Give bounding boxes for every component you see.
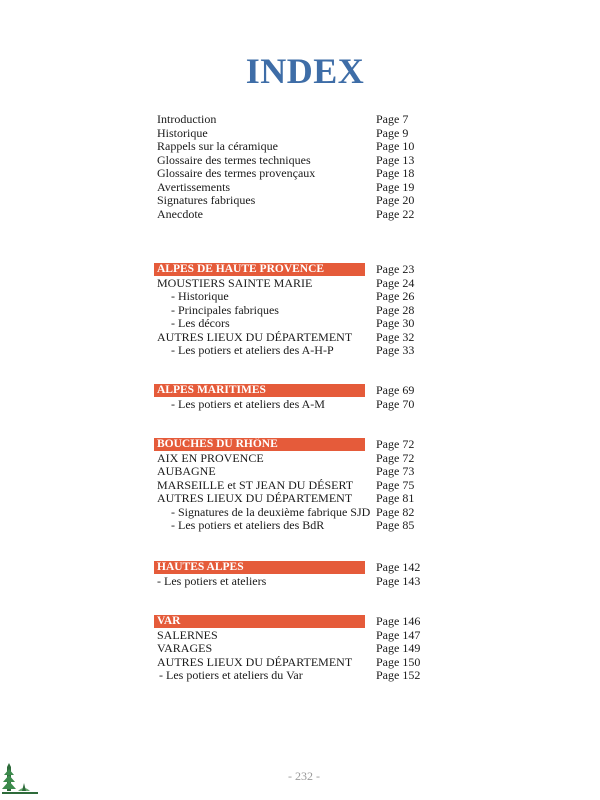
entry-page: Page 7	[376, 112, 409, 126]
entry-label: - Les potiers et ateliers du Var	[159, 668, 303, 682]
entry-page: Page 30	[376, 316, 415, 330]
index-entry	[157, 331, 427, 345]
entry-page: Page 81	[376, 491, 415, 505]
entry-page: Page 20	[376, 193, 415, 207]
section-heading	[157, 438, 427, 452]
entry-label: - Les potiers et ateliers des BdR	[171, 518, 325, 532]
index-entry	[157, 127, 427, 141]
entry-page: Page 9	[376, 125, 409, 140]
entry-label: AIX EN PROVENCE	[157, 450, 264, 465]
entry-label: VARAGES	[157, 641, 213, 655]
index-entry	[157, 506, 427, 520]
index-entry	[157, 479, 427, 493]
entry-page: Page 13	[376, 152, 415, 167]
entry-label: - Signatures de la deuxième fabrique SJD	[171, 504, 371, 519]
entry-page: Page 152	[376, 668, 421, 682]
entry-label: MARSEILLE et ST JEAN DU DÉSERT	[157, 477, 354, 492]
entry-label: Avertissements	[157, 179, 231, 194]
entry-page: Page 18	[376, 166, 415, 180]
section-var	[157, 615, 427, 683]
section-heading-label: VAR	[154, 615, 365, 628]
index-entry	[157, 277, 427, 291]
section-alpes-de-haute-provence	[157, 263, 427, 358]
entry-page: Page 28	[376, 302, 415, 317]
entry-page: Page 147	[376, 627, 421, 642]
entry-label: AUTRES LIEUX DU DÉPARTEMENT	[157, 329, 353, 344]
index-entry	[157, 519, 427, 533]
entry-page: Page 73	[376, 464, 415, 478]
entry-page: Page 150	[376, 654, 421, 669]
index-entry	[157, 575, 427, 589]
index-entry	[157, 398, 427, 412]
entry-page: Page 149	[376, 641, 421, 655]
index-entry	[157, 452, 427, 466]
index-entry	[157, 194, 427, 208]
entry-page: Page 72	[376, 437, 415, 451]
page-number: - 232 -	[288, 769, 320, 783]
entry-page: Page 143	[376, 573, 421, 588]
intro-list	[157, 113, 427, 221]
entry-page: Page 72	[376, 450, 415, 465]
entry-page: Page 33	[376, 343, 415, 357]
entry-page: Page 10	[376, 139, 415, 153]
entry-page: Page 146	[376, 614, 421, 628]
section-alpes-maritimes	[157, 384, 427, 411]
index-entry	[157, 290, 427, 304]
index-entry	[157, 154, 427, 168]
entry-label: AUBAGNE	[157, 464, 216, 478]
entry-label: - Les potiers et ateliers des A-M	[171, 396, 325, 411]
entry-page: Page 22	[376, 206, 415, 221]
section-heading	[157, 263, 427, 277]
index-entry	[157, 629, 427, 643]
entry-page: Page 75	[376, 477, 415, 492]
entry-page: Page 69	[376, 383, 415, 397]
section-heading-label: BOUCHES DU RHÔNE	[154, 438, 365, 451]
entry-page: Page 24	[376, 275, 415, 290]
index-entry	[157, 181, 427, 195]
entry-label: - Principales fabriques	[171, 302, 279, 317]
section-heading-label: ALPES DE HAUTE PROVENCE	[154, 263, 365, 276]
entry-page: Page 19	[376, 179, 415, 194]
index-entry	[157, 344, 427, 358]
entry-page: Page 70	[376, 396, 415, 411]
section-heading	[157, 615, 427, 629]
entry-label: MOUSTIERS SAINTE MARIE	[157, 275, 313, 290]
section-heading	[157, 384, 427, 398]
index-entry	[157, 167, 427, 181]
section-bouches-du-rhone	[157, 438, 427, 533]
entry-page: Page 23	[376, 262, 415, 276]
page-title: INDEX	[245, 51, 365, 91]
entry-label: - Historique	[171, 289, 229, 303]
entry-page: Page 26	[376, 289, 415, 303]
entry-label: Glossaire des termes techniques	[157, 152, 311, 167]
entry-label: Introduction	[157, 112, 217, 126]
index-entry	[157, 465, 427, 479]
index-entry	[157, 304, 427, 318]
section-heading-label: ALPES MARITIMES	[154, 384, 365, 397]
entry-label: Rappels sur la céramique	[157, 139, 278, 153]
tree-logo-icon	[0, 755, 40, 795]
index-entry	[157, 492, 427, 506]
index-entry	[157, 642, 427, 656]
entry-label: Glossaire des termes provençaux	[157, 166, 316, 180]
entry-page: Page 82	[376, 504, 415, 519]
entry-page: Page 32	[376, 329, 415, 344]
index-entry	[157, 208, 427, 222]
entry-label: Signatures fabriques	[157, 193, 256, 207]
section-heading	[157, 561, 427, 575]
section-hautes-alpes	[157, 561, 427, 588]
entry-label: - Les potiers et ateliers	[157, 573, 267, 588]
index-entry	[157, 669, 427, 683]
index-entry	[157, 113, 427, 127]
entry-label: AUTRES LIEUX DU DÉPARTEMENT	[157, 491, 353, 505]
index-entry	[157, 656, 427, 670]
entry-label: Historique	[157, 125, 208, 140]
entry-label: - Les décors	[171, 316, 230, 330]
section-heading-label: HAUTES ALPES	[154, 561, 365, 574]
index-entry	[157, 140, 427, 154]
entry-page: Page 142	[376, 560, 421, 574]
entry-label: Anecdote	[157, 206, 203, 221]
entry-label: SALERNES	[157, 627, 218, 642]
entry-page: Page 85	[376, 518, 415, 532]
index-entry	[157, 317, 427, 331]
entry-label: - Les potiers et ateliers des A-H-P	[171, 343, 334, 357]
entry-label: AUTRES LIEUX DU DÉPARTEMENT	[157, 654, 353, 669]
